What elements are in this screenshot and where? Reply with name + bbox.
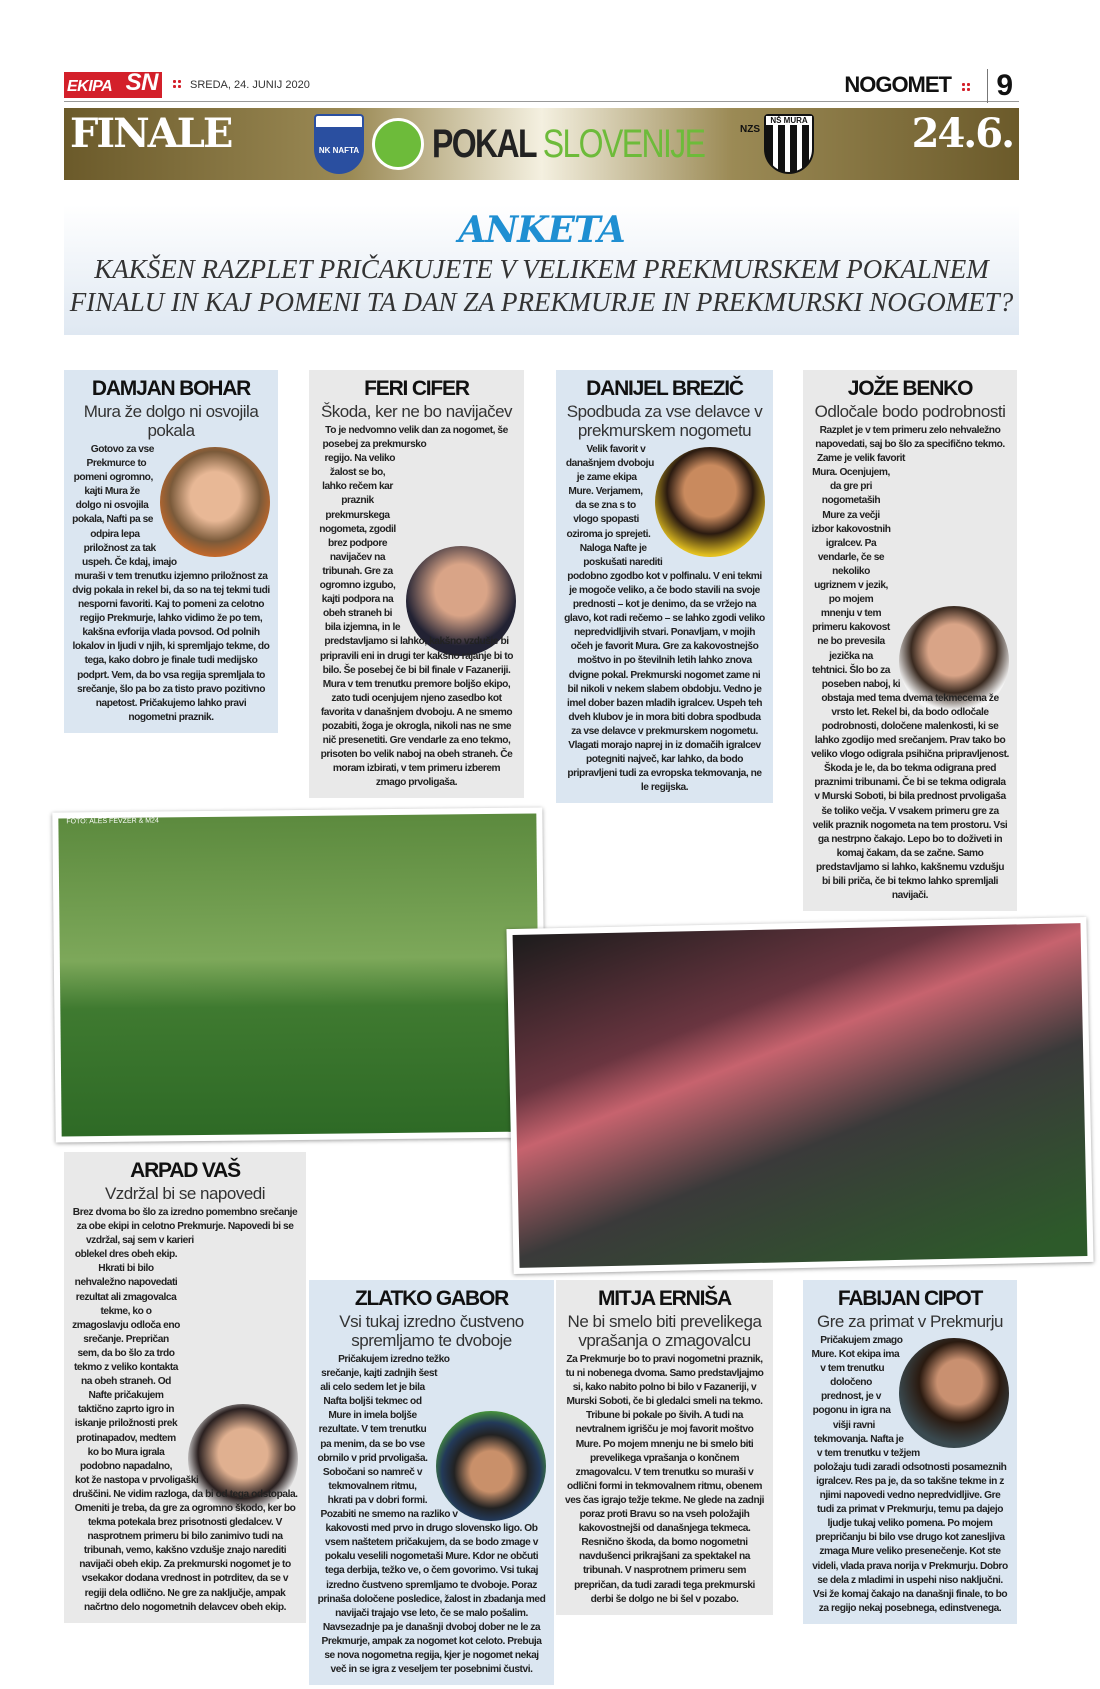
opinion-text: Brez dvoma bo šlo za izredno pomembno srečanje za obe ekipi in celotno Prekmurje. Napovedi bi se vzdržal, saj sem v karieri oblekel dres obeh ekip. Hkrati bi bilo nehvaležno napovedati rezultat ali zmagovalca tekme, ko o zmagoslavju odloča eno srečanje. Prepričan sem, da bo šlo za trdo tekmo z veliko kontakta na obeh straneh. Od Nafte pričakujem taktično zaprto igro in iskanje priložnosti prek protinapadov, medtem ko bo Mura igrala podobno napadalno, kot že nastopa v prvoligaški druščini. Ne vidim razloga, da bi od tega odstopala. Omeniti je treba, da gre za ogromno škodo, ker bo tekma potekala brez prisotnosti gledalcev. V nasprotnem primeru bi bilo zanimivo tudi na tribunah, vemo, kakšno vzdušje znajo narediti navijači obeh ekip. Za prekmurski nogomet je to vsekakor dodana vrednost in potrditev, da se v regiji dela odlično. Ne gre za naključje, ampak načrtno delo nogometnih delavcev obeh ekip. bbox=[72, 1207, 298, 1613]
opinion-box bbox=[64, 370, 278, 733]
opinion-text: Pričakujem zmago Mure. Kot ekipa ima v tem trenutku določeno prednost, je v pogonu in igra na višji ravni tekmovanja. Nafta je v tem trenutku v težjem položaju tudi zaradi odsotnosti posameznih igralcev. Res pa je, da so takšne tekme in z njimi napovedi vedno nepredvidljive. Gre tudi za primat v Prekmurju, temu pa dajejo ljudje tukaj veliko pomena. Po mojem prepričanju bi bilo vse drugo kot zanesljiva zmaga Mure veliko presenečenje. Kot ste videli, vlada prava norija v Prekmurju. Dobro se dela z mladimi in uspehi niso naključni. Vsi že komaj čakajo na današnji finale, to bo za regijo nekaj posebnega, edinstvenega. bbox=[811, 1335, 1008, 1614]
pokal-text: POKAL bbox=[432, 122, 536, 166]
opinion-box bbox=[556, 1280, 773, 1615]
person-name: FABIJAN CIPOT bbox=[837, 1287, 983, 1310]
opinion-headline: Gre za primat v Prekmurju bbox=[817, 1312, 1003, 1331]
person-name: ZLATKO GABOR bbox=[354, 1287, 509, 1310]
opinion-box bbox=[309, 370, 524, 798]
cup-final-banner bbox=[64, 108, 1019, 180]
ns-mura-crest-icon bbox=[764, 114, 814, 174]
page-number: 9 bbox=[987, 69, 1013, 103]
person-name: JOŽE BENKO bbox=[847, 377, 973, 400]
date-text: SREDA, 24. JUNIJ 2020 bbox=[190, 79, 310, 91]
opinion-headline: Mura že dolgo ni osvojila pokala bbox=[83, 402, 259, 440]
portrait-photo bbox=[899, 1338, 1009, 1448]
opinion-text: Gotovo za vse Prekmurce to pomeni ogromno, kajti Mura že dolgo ni osvojila pokala, Nafti pa se odpira lepa priložnost za tak uspeh. Če kdaj, imajo muraši v tem trenutku izjemno priložnost za dvig pokala in rekel bi, da so na tej tekmi tudi nesporni favoriti. Kaj to pomeni za celotno regijo Prekmurje, lahko vidimo že po tem, kakšna evforija vlada povsod. Od polnih lokalov in ljudi v njih, ki spremljajo tekme, do tega, kako dobro je finale tudi medijsko podprt. Vem, da bo vsa regija spremljala to srečanje, šlo pa bo za tisto pravo pozitivno napetost. Pričakujemo lahko pravi nogometni praznik. bbox=[72, 444, 270, 723]
mura-text: NŠ MURA bbox=[766, 116, 812, 125]
opinion-box bbox=[309, 1280, 554, 1685]
opinion-box bbox=[556, 370, 773, 803]
opinion-box bbox=[803, 1280, 1017, 1624]
portrait-photo bbox=[655, 447, 765, 557]
opinion-headline: Spodbuda za vse delavce v prekmurskem nogometu bbox=[566, 402, 763, 440]
opinion-text: Velik favorit v današnjem dvoboju je zame ekipa Mure. Verjamem, da se zna s to vlogo spopasti oziroma jo sprejeti. Naloga Nafte je poskušati narediti podobno zgodbo kot v polfinalu. V eni tekmi je mogoče veliko, a če bodo stavili na svoje prednosti – kot je denimo, da se vržejo na glavo, kot radi rečemo – se lahko zgodi veliko nepredvidljivih stvari. Ponavljam, v mojih očeh je favorit Mura. Gre za kakovostnejšo moštvo in po številnih letih lahko znova dvigne pokal. Prekmurski nogomet zame ni bil nikoli v nekem slabem obdobju. Vedno je imel dober bazen mladih igralcev. Uspeh teh dveh klubov je in mora biti dobra spodbuda za vse delavce v prekmurskem nogometu. Vlagati morajo naprej in iz domačih igralcev potegniti največ, kar lahko, da bodo pripravljeni tudi za evropska tekmovanja, ne le regijska. bbox=[564, 444, 765, 794]
opinion-text: Za Prekmurje bo to pravi nogometni praznik, tu ni nobenega dvoma. Samo predstavljajmo si, kako nabito polno bi bilo v Fazaneriji, v Murski Soboti, če bi gledalci smeli na tekmo. Tribune bi pokale po šivih. A tudi na nevtralnem igrišču je moj favorit moštvo Mure. Po mojem mnenju ne bi smelo biti prevelikega vprašanja o končnem zmagovalcu. V tem trenutku so muraši v odlični formi in tekmovalnem ritmu, obenem ves čas igrajo težje tekme. Ne glede na zadnji poraz proti Bravu so na vseh položajih kakovostnejši od današnjega tekmeca. Resnično škoda, da bomo nogometni navdušenci prikrajšani za spektakel na tribunah. V nasprotnem primeru sem prepričan, da tudi zaradi tega prekmurski derbi še dolgo ne bi šel v pozabo. bbox=[565, 1354, 764, 1605]
final-date: 24.6. bbox=[911, 110, 1013, 157]
nafta-team-photo bbox=[52, 807, 545, 1142]
opinion-text: Pričakujem izredno težko srečanje, kajti zadnjih šest ali celo sedem let je bila Nafta boljši tekmec od Mure in imela boljše rezultate. V tem trenutku pa menim, da se bo vse obrnilo v prid prvoligaša. Sobočani so namreč v tekmovalnem ritmu, hkrati pa v dobri formi. Pozabiti ne smemo na razliko v kakovosti med prvo in drugo slovensko ligo. Ob vsem naštetem pričakujem, da se bodo zmage v pokalu veselili nogometaši Mure. Kdor ne občuti tega derbija, težko ve, o čem govorimo. Vsi tukaj izredno čustveno spremljamo te dvoboje. Poraz prinaša določene posledice, žalost in zbadanja med navijači trajajo vse leto, če se malo pošalim. Navsezadnje pa je današnji dvoboj dober ne le za Prekmurje, ampak za nogomet kot celoto. Prebuja se nova nogometna regija, kjer je nogomet nekaj več in se igra z veseljem ter posebnimi čustvi. bbox=[317, 1354, 546, 1676]
survey-header bbox=[64, 205, 1019, 335]
team-celebration-image bbox=[58, 814, 539, 1137]
survey-question: KAKŠEN RAZPLET PRIČAKUJETE V VELIKEM PREKMURSKEM POKALNEM FINALU IN KAJ POMENI TA DAN ZA PREKMURJE IN PREKMURSKI NOGOMET? bbox=[69, 254, 1014, 317]
dots-icon bbox=[172, 79, 182, 89]
photo-credit: FOTO: ALEŠ FEVŽER & M24 bbox=[66, 817, 159, 826]
opinion-box bbox=[803, 370, 1017, 911]
person-name: MITJA ERNIŠA bbox=[598, 1287, 731, 1310]
person-name: FERI CIFER bbox=[364, 377, 469, 400]
slovenije-text: SLOVENIJE bbox=[542, 122, 705, 166]
person-name: DANIJEL BREZIČ bbox=[586, 377, 743, 400]
logo-sn: SN bbox=[125, 69, 158, 96]
masthead bbox=[64, 70, 1019, 102]
nzs-label: NZS bbox=[740, 124, 760, 135]
opinion-box bbox=[64, 1152, 306, 1623]
section-text: NOGOMET bbox=[844, 72, 951, 97]
football-icon bbox=[372, 118, 424, 170]
section-label bbox=[844, 72, 971, 98]
portrait-photo bbox=[436, 1411, 546, 1521]
opinion-headline: Vzdržal bi se napovedi bbox=[104, 1184, 266, 1203]
mura-players-image bbox=[513, 923, 1088, 1268]
mura-team-photo bbox=[506, 917, 1093, 1274]
pokal-slovenije-logo bbox=[432, 122, 732, 168]
nk-nafta-crest-icon: NK NAFTA bbox=[314, 114, 364, 174]
opinion-text: Razplet je v tem primeru zelo nehvaležno napovedati, saj bo šlo za specifično tekmo. Zame je velik favorit Mura. Ocenjujem, da gre pri nogometaših Mure za večji izbor kakovostnih igralcev. Pa vendarle, če se nekoliko ugriznem v jezik, po mojem mnenju v tem primeru kakovost ne bo prevesila jezička na tehtnici. Šlo bo za poseben naboj, ki obstaja med tema dvema tekmecema že vrsto let. Rekel bi, da bodo odločale podrobnosti, določene malenkosti, ki se lahko zgodijo med srečanjem. Prav tako bo veliko vlogo odigrala psihična pripravljenost. Škoda je le, da bo tekma odigrana pred praznimi tribunami. Če bi se tekma odigrala v Murski Soboti, bi bila prednost prvoligaša še toliko večja. V vsakem primeru gre za velik praznik nogometa na tem prostoru. Vsi ga nestrpno čakajo. Lepo bo to doživeti in komaj čakam, da se začne. Samo predstavljamo si lahko, kakšnemu vzdušju bi bili priča, če bi tekmo lahko spremljali navijači. bbox=[811, 425, 1009, 902]
opinion-headline: Ne bi smelo biti prevelikega vprašanja o zmagovalcu bbox=[567, 1312, 762, 1350]
finale-label: FINALE bbox=[70, 110, 232, 157]
survey-title: ANKETA bbox=[458, 209, 625, 251]
person-name: ARPAD VAŠ bbox=[130, 1159, 240, 1182]
person-name: DAMJAN BOHAR bbox=[91, 377, 251, 400]
opinion-headline: Odločale bodo podrobnosti bbox=[814, 402, 1006, 421]
ekipa-sn-logo bbox=[64, 69, 162, 98]
issue-date bbox=[172, 79, 310, 91]
opinion-headline: Škoda, ker ne bo navijačev bbox=[320, 402, 513, 421]
opinion-text: To je nedvomno velik dan za nogomet, še posebej za prekmursko regijo. Na veliko žalost se bo, lahko rečem kar praznik prekmurskega nogometa, zgodil brez podpore navijačev na tribunah. Gre za ogromno izgubo, kajti podpora na obeh straneh bi bila izjemna, in le predstavljamo si lahko, kakšno vzdušje bi pripravili eni in drugi ter kakšno rajanje bi to bilo. Še posebej če bi bil finale v Fazaneriji. Mura v tem trenutku premore boljšo ekipo, zato tudi ocenjujem njeno zasedbo kot favorita v današnjem dvoboju. A ne smemo pozabiti, žoga je okrogla, nikoli nas ne sme nič presenetiti. Gre vendarle za eno tekmo, prisoten bo velik naboj na obeh straneh. Če moram izbirati, v tem primeru izberem zmago prvoligaša. bbox=[319, 425, 513, 789]
logo-text: EKIPA bbox=[67, 78, 113, 95]
portrait-photo bbox=[160, 447, 270, 557]
dots-icon bbox=[961, 82, 971, 92]
opinion-headline: Vsi tukaj izredno čustveno spremljamo te dvoboje bbox=[339, 1312, 524, 1350]
